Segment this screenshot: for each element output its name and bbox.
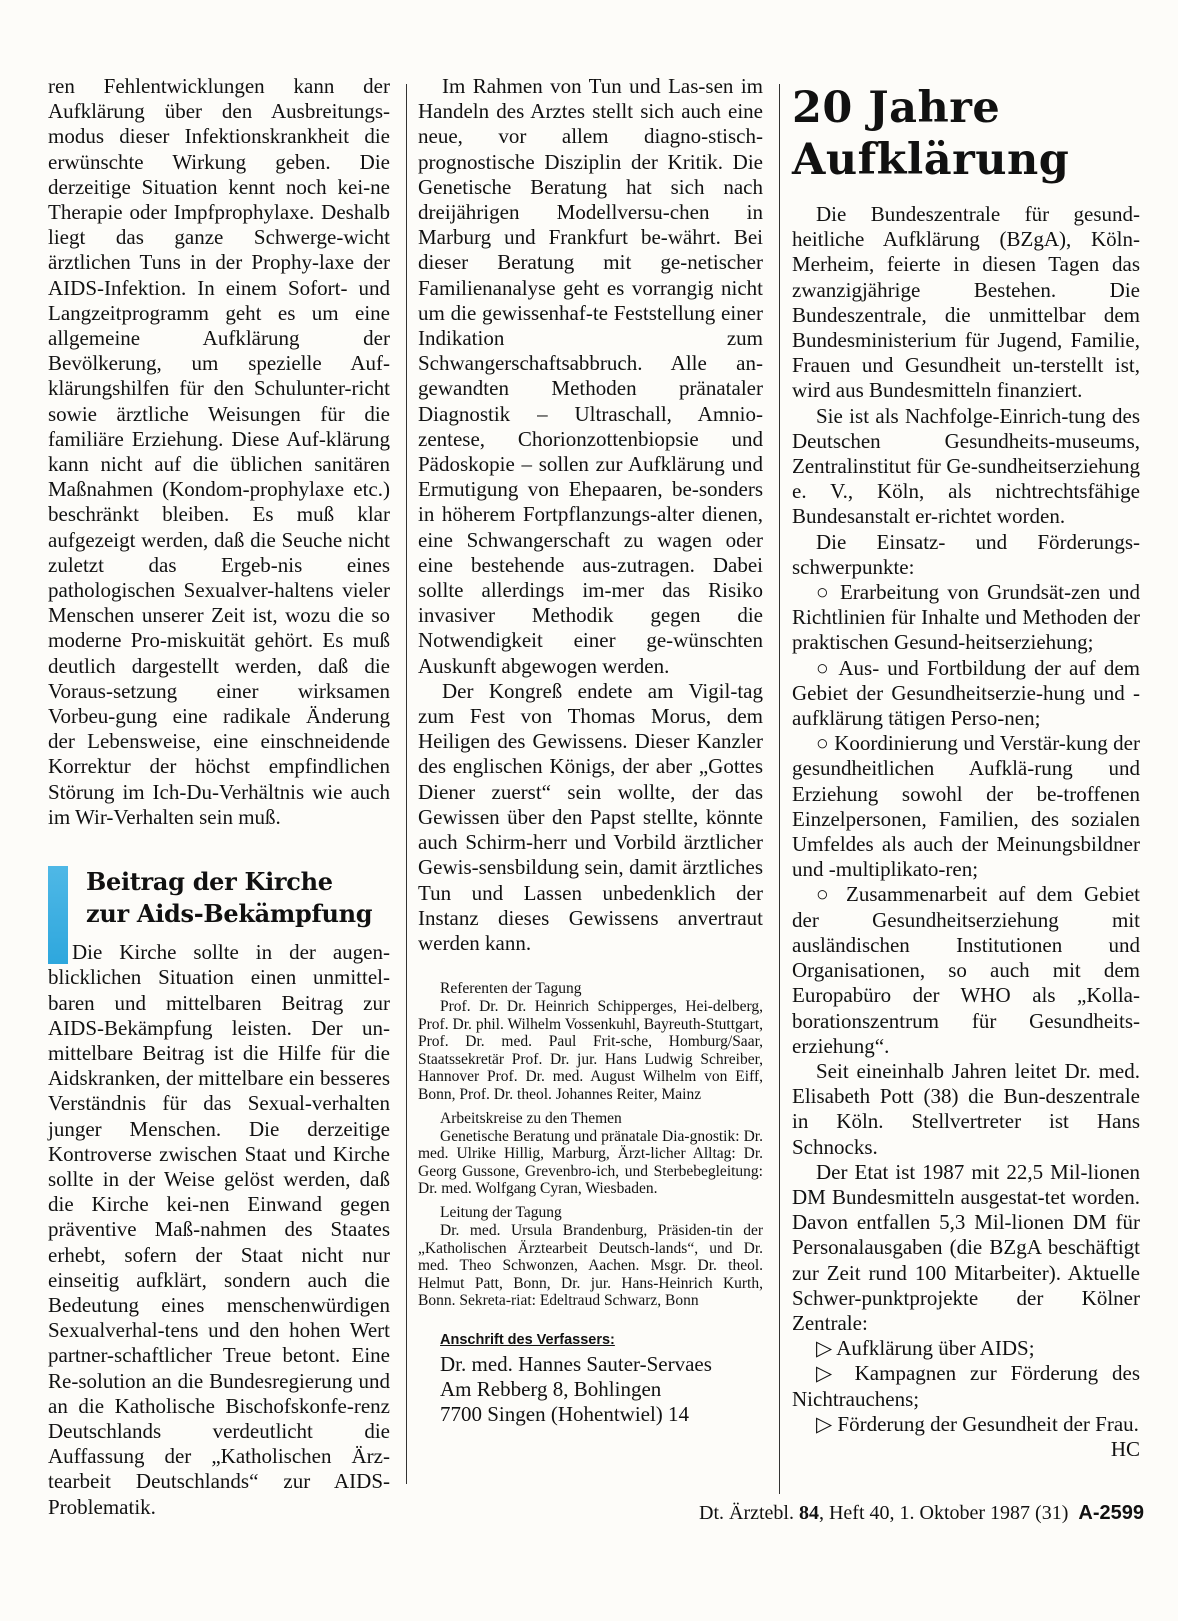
project-item-2: ▷ Kampagnen zur Förderung des Nichtrauchens;	[792, 1361, 1140, 1411]
col2-paragraph-2: Der Kongreß endete am Vigil-tag zum Fest von Thomas Morus, dem Heiligen des Gewissens. Dieser Kanzler des englischen Königs, der aber „Gottes Diener zuerst“ sein wollte, der das Gewissen über den Papst stellte, könnte auch Schirm-herr und Vorbild ärztlicher Gewis-sensbildung sein, damit ärztliches Tun und Lassen unbedenklich der Instanz dieses Gewissens anvertraut werden kann.	[418, 678, 763, 955]
col3-paragraph-1: Die Bundeszentrale für gesund-heitliche Aufklärung (BZgA), Köln-Merheim, feierte in diesen Tagen das zwanzigjährige Bestehen. Die Bundeszentrale, die unmittelbar dem Bundesministerium für Jugend, Familie, Frauen und Gesundheit un-terstellt ist, wird aus Bundesmitteln finanziert.	[792, 202, 1140, 403]
speakers-heading: Referenten der Tagung	[440, 980, 582, 998]
project-item-3	[792, 1411, 1140, 1461]
focus-item-4: ○ Zusammenarbeit auf dem Gebiet der Gesundheitserziehung mit ausländischen Institutionen und Organisationen, so auch mit dem Europabüro der WHO als „Kolla-borationszentrum für Gesundheits-erziehung“.	[792, 882, 1140, 1058]
author-initials: HC	[1110, 1436, 1140, 1461]
journal-volume: 84	[798, 1502, 819, 1524]
page-number: A-2599	[1078, 1502, 1144, 1524]
subhead-line-1: Beitrag der Kirche	[86, 867, 333, 897]
journal-name: Dt. Ärztebl.	[699, 1502, 794, 1524]
speakers-text: Prof. Dr. Dr. Heinrich Schipperges, Hei-delberg, Prof. Dr. phil. Wilhelm Vossenkuhl, Bayreuth-Stuttgart, Prof. Dr. med. Paul Frit-sche, Homburg/Saar, Staatssekretär Prof. Dr. jur. Hans Ludwig Schreiber, Hannover Prof. Dr. med. August Wilhelm von Eiff, Bonn, Prof. Dr. theol. Johannes Reiter, Mainz	[418, 998, 763, 1104]
col3-paragraph-3: Die Einsatz- und Förderungs-schwerpunkte:	[792, 529, 1140, 579]
col1-paragraph-1: ren Fehlentwicklungen kann der Aufklärung über den Ausbreitungs-modus dieser Infektionskrankheit die erwünschte Wirkung geben. Die derzeitige Situation kennt noch kei-ne Therapie oder Impfprophylaxe. Deshalb liegt das ganze Schwerge-wicht ärztlichen Tuns in der Prophy-laxe der AIDS-Infektion. In einem Sofort- und Langzeitprogramm geht es um eine allgemeine Aufklärung der Bevölkerung, um spezielle Auf-klärungshilfen für den Schulunter-richt sowie ärztliche Weisungen für die familiäre Erziehung. Diese Auf-klärung kann nicht auf die üblichen sanitären Maßnahmen (Kondom-prophylaxe etc.) beschränkt bleiben. Es muß klar aufgezeigt werden, daß die Seuche nicht zuletzt das Ergeb-nis eines pathologischen Sexualver-haltens vieler Menschen unserer Zeit ist, wozu die so moderne Pro-miskuität gehört. Es muß deutlich dargestellt werden, daß die Voraus-setzung einer wirksamen Vorbeu-gung eine radikale Änderung der Lebensweise, eine einschneidende Korrektur der höchst empfindlichen Störung im Ich-Du-Verhältnis wie auch im Wir-Verhalten sein muß.	[48, 74, 390, 829]
column-rule-left	[406, 84, 407, 1484]
leadership-text: Dr. med. Ursula Brandenburg, Präsiden-tin der „Katholischen Ärztearbeit Deutsch-lands“, und Dr. med. Theo Schwonzen, Aachen. Msgr. Dr. theol. Helmut Patt, Bonn, Dr. jur. Hans-Heinrich Kurth, Bonn. Sekreta-riat: Edeltraud Schwarz, Bonn	[418, 1222, 763, 1310]
page-footer	[560, 1502, 1144, 1525]
workgroups-text: Genetische Beratung und pränatale Dia-gnostik: Dr. med. Ulrike Hillig, Marburg, Ärzt-licher Alltag: Dr. Georg Gussone, Grevenbro-ich, und Sterbebegleitung: Dr. med. Wolfgang Cyran, Wiesbaden.	[418, 1127, 763, 1198]
author-address-label: Anschrift des Verfassers:	[440, 1332, 615, 1349]
column-2	[418, 74, 763, 1427]
author-address-line-2: Am Rebberg 8, Bohlingen	[440, 1377, 662, 1402]
focus-item-1: ○ Erarbeitung von Grundsät-zen und Richtlinien für Inhalte und Methoden der praktischen Gesund-heitserziehung;	[792, 580, 1140, 655]
conference-info	[418, 980, 763, 1310]
headline-line-1: 20 Jahre	[792, 83, 1001, 133]
column-3	[792, 82, 1140, 1462]
col3-paragraph-5: Der Etat ist 1987 mit 22,5 Mil-lionen DM Bundesmitteln ausgestat-tet worden. Davon entfallen 5,3 Mil-lionen DM für Personalausgaben (die BZgA beschäftigt zur Zeit rund 100 Mitarbeiter). Aktuelle Schwer-punktprojekte der Kölner Zentrale:	[792, 1159, 1140, 1335]
col2-paragraph-1: Im Rahmen von Tun und Las-sen im Handeln des Arztes stellt sich auch eine neue, vor allem diagno-stisch-prognostische Disziplin der Kritik. Die Genetische Beratung hat sich nach dreijährigen Modellversu-chen in Marburg und Frankfurt be-währt. Bei dieser Beratung mit ge-netischer Familienanalyse geht es vorrangig nicht um die gewissenhaf-te Feststellung einer Indikation zum Schwangerschaftsabbruch. Alle an-gewandten Methoden pränataler Diagnostik – Ultraschall, Amnio-zentese, Chorionzottenbiopsie und Pädoskopie – sollen zur Aufklärung und Ermutigung von Ehepaaren, be-sonders in höherem Fortpflanzungs-alter dienen, eine Schwangerschaft zu wagen oder eine bestehende aus-zutragen. Dabei sollte allerdings im-mer das Risiko invasiver Methodik gegen die Notwendigkeit einer ge-wünschten Auskunft abgewogen werden.	[418, 74, 763, 678]
col1-paragraph-2: Die Kirche sollte in der augen-blicklichen Situation einen unmittel-baren und mittelbaren Beitrag zur AIDS-Bekämpfung leisten. Der un-mittelbare Beitrag ist die Hilfe für die Aidskranken, der mittelbare ein besseres Verständnis für das Sexual-verhalten junger Menschen. Die derzeitige Kontroverse zwischen Staat und Kirche sollte in der Weise gelöst werden, daß die Kirche kei-nen Einwand gegen präventive Maß-nahmen des Staates erhebt, sofern der Staat nicht nur einseitig aufklärt, sondern auch die Bedeutung eines menschenwürdigen Sexualverhal-tens und den hohen Wert partner-schaftlicher Treue betont. Eine Re-solution an die Bundesregierung und an die Katholische Bischofskonfe-renz Deutschlands verdeutlicht die Auffassung der „Katholischen Ärz-tearbeit Deutschlands“ zur AIDS-Problematik.	[48, 940, 390, 1519]
workgroups-heading: Arbeitskreise zu den Themen	[440, 1109, 622, 1127]
leadership-heading: Leitung der Tagung	[440, 1204, 562, 1222]
col3-paragraph-4: Seit eineinhalb Jahren leitet Dr. med. Elisabeth Pott (38) die Bun-deszentrale in Köln. Stellvertreter ist Hans Schnocks.	[792, 1058, 1140, 1159]
headline	[792, 82, 1140, 186]
subhead-accent-bar	[48, 866, 68, 964]
subhead-line-2: zur Aids-Bekämpfung	[86, 899, 373, 929]
column-1	[48, 74, 390, 1520]
author-address-line-3: 7700 Singen (Hohentwiel) 14	[440, 1402, 690, 1427]
journal-issue: , Heft 40, 1. Oktober 1987 (31)	[818, 1502, 1069, 1524]
author-address-line-1: Dr. med. Hannes Sauter-Servaes	[440, 1352, 712, 1377]
focus-item-2: ○ Aus- und Fortbildung der auf dem Gebiet der Gesundheitserzie-hung und -aufklärung tätigen Perso-nen;	[792, 655, 1140, 731]
focus-item-3: ○ Koordinierung und Verstär-kung der gesundheitlichen Aufklä-rung und Erziehung sowohl der be-troffenen Einzelpersonen, Familien, des sozialen Umfeldes als auch der Meinungsbildner und -multiplikato-ren;	[792, 731, 1140, 882]
project-item-1: ▷ Aufklärung über AIDS;	[816, 1336, 1035, 1361]
col3-paragraph-2: Sie ist als Nachfolge-Einrich-tung des Deutschen Gesundheits-museums, Zentralinstitut für Ge-sundheitserziehung e. V., Köln, als nichtrechtsfähige Bundesanstalt er-richtet worden.	[792, 403, 1140, 529]
headline-line-2: Aufklärung	[792, 135, 1070, 185]
subhead-block	[48, 866, 390, 930]
project-item-3-text: ▷ Förderung der Gesundheit der Frau.	[816, 1411, 1139, 1436]
column-rule-right	[779, 84, 780, 1494]
